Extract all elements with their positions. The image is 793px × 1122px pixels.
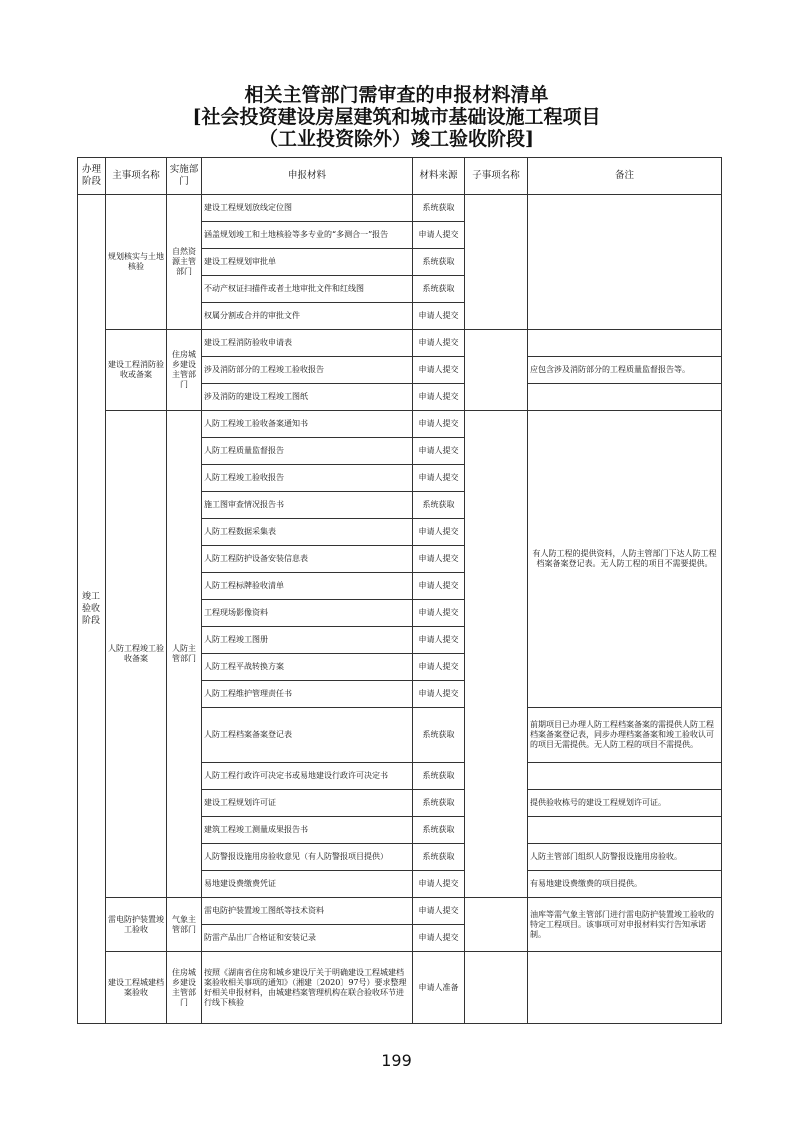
source-cell: 申请人提交 xyxy=(413,871,465,898)
material-cell: 雷电防护装置竣工图纸等技术资料 xyxy=(202,898,413,925)
note-cell: 人防主管部门组织人防警报设施用房验收。 xyxy=(528,844,722,871)
material-cell: 人防工程竣工图册 xyxy=(202,627,413,654)
material-cell: 人防工程平战转换方案 xyxy=(202,654,413,681)
source-cell: 系统获取 xyxy=(413,790,465,817)
materials-table xyxy=(77,157,722,1024)
note-cell: 应包含涉及消防部分的工程质量监督报告等。 xyxy=(528,357,722,384)
header-material: 申报材料 xyxy=(202,158,413,195)
source-cell: 系统获取 xyxy=(413,763,465,790)
source-cell: 申请人提交 xyxy=(413,627,465,654)
source-cell: 申请人提交 xyxy=(413,411,465,438)
material-cell: 工程现场影像资料 xyxy=(202,600,413,627)
material-cell: 防雷产品出厂合格证和安装记录 xyxy=(202,925,413,952)
material-cell: 施工图审查情况报告书 xyxy=(202,492,413,519)
material-cell: 权属分割或合并的审批文件 xyxy=(202,303,413,330)
dept-cell: 气象主管部门 xyxy=(167,898,202,952)
page-number: 199 xyxy=(381,1051,412,1070)
source-cell: 申请人提交 xyxy=(413,546,465,573)
material-cell: 建筑工程竣工测量成果报告书 xyxy=(202,817,413,844)
source-cell: 申请人提交 xyxy=(413,384,465,411)
note-cell xyxy=(528,817,722,844)
material-cell: 人防工程数据采集表 xyxy=(202,519,413,546)
material-cell: 涉及消防部分的工程竣工验收报告 xyxy=(202,357,413,384)
dept-cell: 住房城乡建设主管部门 xyxy=(167,330,202,411)
note-cell xyxy=(528,384,722,411)
material-cell: 人防工程标牌验收清单 xyxy=(202,573,413,600)
sub-item-cell xyxy=(465,195,528,330)
material-cell: 人防工程档案备案登记表 xyxy=(202,708,413,763)
header-source: 材料来源 xyxy=(413,158,465,195)
source-cell: 申请人提交 xyxy=(413,465,465,492)
dept-cell: 住房城乡建设主管部门 xyxy=(167,952,202,1024)
table-row xyxy=(78,952,722,1024)
source-cell: 系统获取 xyxy=(413,249,465,276)
main-item-cell: 人防工程竣工验收备案 xyxy=(106,411,167,898)
material-cell: 人防警报设施用房验收意见（有人防警报项目提供） xyxy=(202,844,413,871)
note-cell xyxy=(528,952,722,1024)
stage-cell: 竣工验收阶段 xyxy=(78,195,106,1024)
title-line-3: （工业投资除外）竣工验收阶段] xyxy=(259,128,534,150)
sub-item-cell xyxy=(465,411,528,898)
source-cell: 系统获取 xyxy=(413,195,465,222)
dept-cell: 人防主管部门 xyxy=(167,411,202,898)
material-cell: 涉及消防的建设工程竣工图纸 xyxy=(202,384,413,411)
header-main-item: 主事项名称 xyxy=(106,158,167,195)
source-cell: 系统获取 xyxy=(413,817,465,844)
header-dept: 实施部门 xyxy=(167,158,202,195)
note-cell: 有易地建设费缴费的项目提供。 xyxy=(528,871,722,898)
dept-cell: 自然资源主管部门 xyxy=(167,195,202,330)
main-item-cell: 建设工程消防验收或备案 xyxy=(106,330,167,411)
material-cell: 人防工程防护设备安装信息表 xyxy=(202,546,413,573)
material-cell: 建设工程规划许可证 xyxy=(202,790,413,817)
material-cell: 人防工程竣工验收备案通知书 xyxy=(202,411,413,438)
sub-item-cell xyxy=(465,898,528,952)
table-row xyxy=(78,898,722,925)
material-cell: 涵盖规划竣工和土地核验等多专业的“多测合一”报告 xyxy=(202,222,413,249)
title-line-1: 相关主管部门需审查的申报材料清单 xyxy=(244,84,549,106)
material-cell: 建设工程规划放线定位图 xyxy=(202,195,413,222)
source-cell: 申请人提交 xyxy=(413,681,465,708)
main-item-cell: 雷电防护装置竣工验收 xyxy=(106,898,167,952)
source-cell: 系统获取 xyxy=(413,492,465,519)
source-cell: 申请人准备 xyxy=(413,952,465,1024)
header-note: 备注 xyxy=(528,158,722,195)
note-cell xyxy=(528,195,722,330)
material-cell: 人防工程行政许可决定书或易地建设行政许可决定书 xyxy=(202,763,413,790)
source-cell: 申请人提交 xyxy=(413,303,465,330)
material-cell: 人防工程维护管理责任书 xyxy=(202,681,413,708)
source-cell: 申请人提交 xyxy=(413,573,465,600)
material-cell: 不动产权证扫描件或者土地审批文件和红线图 xyxy=(202,276,413,303)
table-row xyxy=(78,195,722,222)
source-cell: 申请人提交 xyxy=(413,357,465,384)
source-cell: 申请人提交 xyxy=(413,898,465,925)
header-sub-item: 子事项名称 xyxy=(465,158,528,195)
source-cell: 申请人提交 xyxy=(413,925,465,952)
material-cell: 按照《湖南省住房和城乡建设厅关于明确建设工程城建档案验收相关事项的通知》（湘建〔2020〕97号）要求整理好相关申报材料，由城建档案管理机构在联合验收环节进行线下核验 xyxy=(202,952,413,1024)
title-line-2: [社会投资建设房屋建筑和城市基础设施工程项目 xyxy=(192,106,601,128)
sub-item-cell xyxy=(465,330,528,411)
source-cell: 申请人提交 xyxy=(413,654,465,681)
source-cell: 申请人提交 xyxy=(413,519,465,546)
note-cell: 有人防工程的提供资料，人防主管部门下达人防工程档案备案登记表。无人防工程的项目不需要提供。 xyxy=(528,411,722,708)
source-cell: 申请人提交 xyxy=(413,222,465,249)
material-cell: 建设工程规划审批单 xyxy=(202,249,413,276)
source-cell: 系统获取 xyxy=(413,844,465,871)
table-row xyxy=(78,411,722,438)
source-cell: 申请人提交 xyxy=(413,600,465,627)
note-cell: 提供验收栋号的建设工程规划许可证。 xyxy=(528,790,722,817)
material-cell: 易地建设费缴费凭证 xyxy=(202,871,413,898)
source-cell: 申请人提交 xyxy=(413,330,465,357)
note-cell: 油库等需气象主管部门进行雷电防护装置竣工验收的特定工程项目。该事项可对申报材料实行告知承诺制。 xyxy=(528,898,722,952)
table-row xyxy=(78,330,722,357)
note-cell xyxy=(528,330,722,357)
sub-item-cell xyxy=(465,952,528,1024)
header-row xyxy=(78,158,722,195)
source-cell: 申请人提交 xyxy=(413,438,465,465)
main-item-cell: 规划核实与土地核验 xyxy=(106,195,167,330)
source-cell: 系统获取 xyxy=(413,276,465,303)
material-cell: 建设工程消防验收申请表 xyxy=(202,330,413,357)
note-cell: 前期项目已办理人防工程档案备案的需提供人防工程档案备案登记表，同步办理档案备案和竣工验收认可的项目无需提供。无人防工程的项目不需提供。 xyxy=(528,708,722,763)
header-stage: 办理阶段 xyxy=(78,158,106,195)
note-cell xyxy=(528,763,722,790)
material-cell: 人防工程质量监督报告 xyxy=(202,438,413,465)
material-cell: 人防工程竣工验收报告 xyxy=(202,465,413,492)
main-item-cell: 建设工程城建档案验收 xyxy=(106,952,167,1024)
source-cell: 系统获取 xyxy=(413,708,465,763)
